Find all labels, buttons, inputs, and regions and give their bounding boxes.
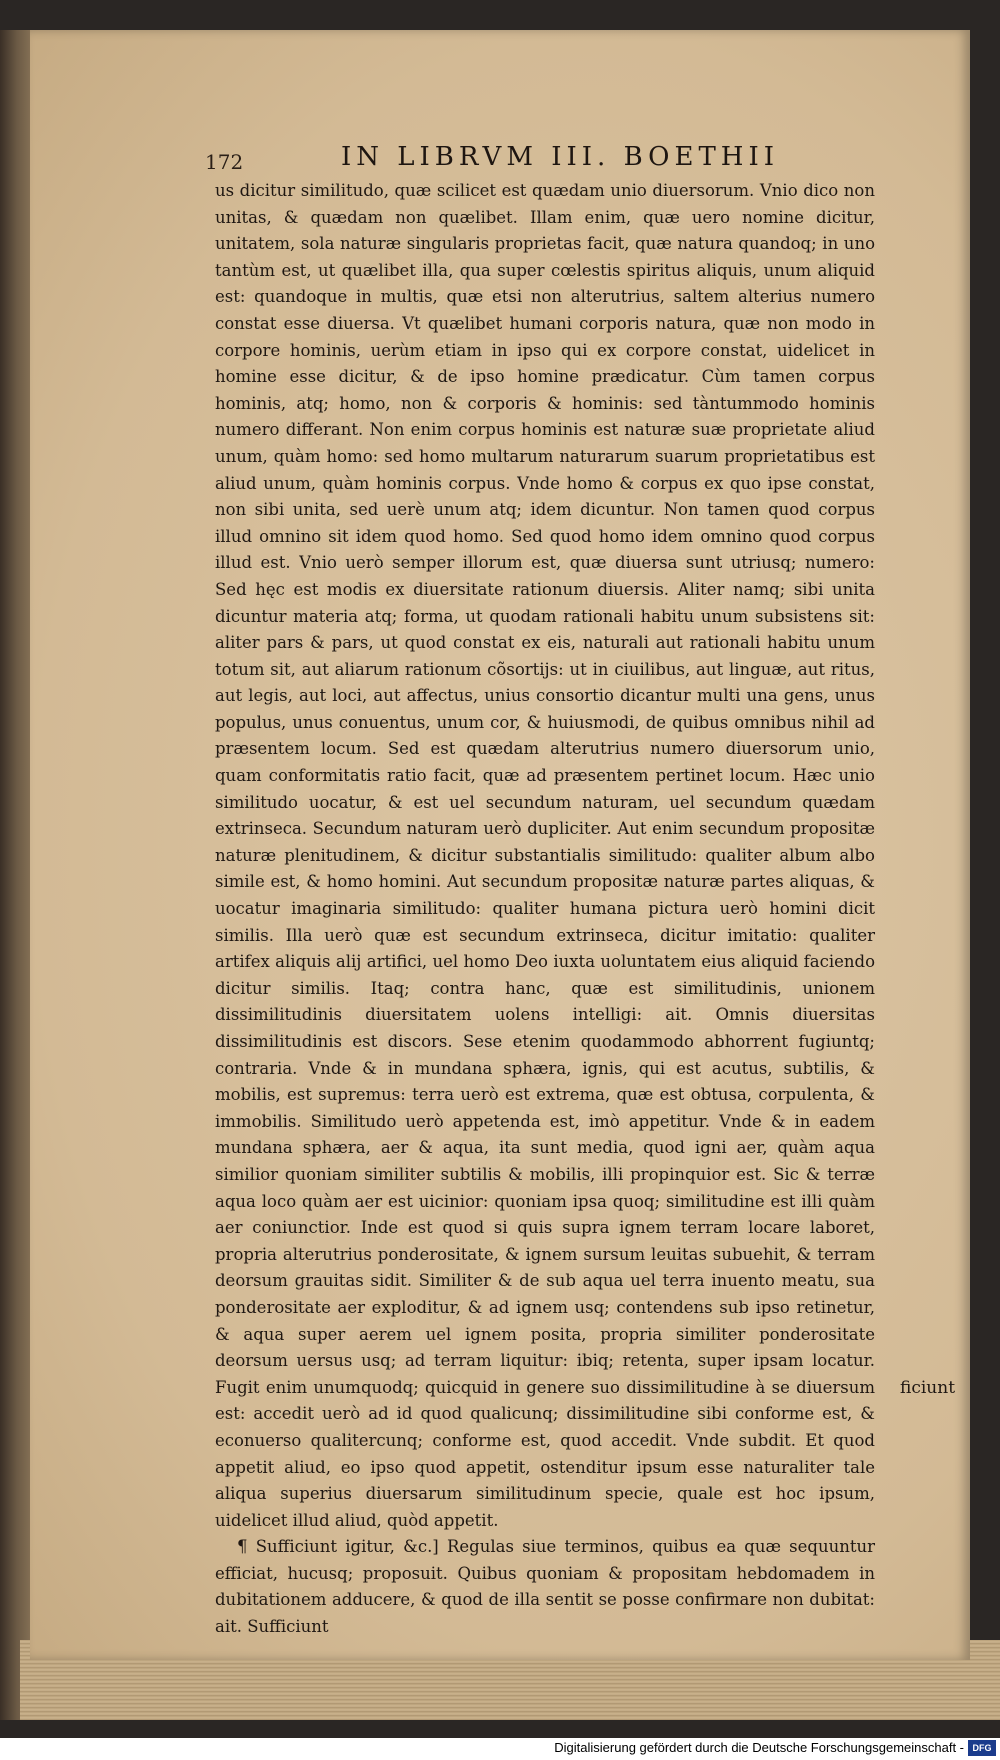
paragraph-2: ¶ Sufficiunt igitur, &c.] Regulas siue terminos, quibus ea quæ sequuntur efficiat, hucusq; proposuit. Quibus quoniam & propositam hebdomadem in dubitationem adducere, & quod de illa sentit se posse confirmare non dubitat: ait. Sufficiunt bbox=[215, 1537, 875, 1637]
catchword: ficiunt bbox=[900, 1378, 956, 1398]
paragraph-1: us dicitur similitudo, quæ scilicet est quædam unio diuersorum. Vnio dico non unitas, & quædam non quælibet. Illam enim, quæ uero nomine dicitur, unitatem, sola naturæ singularis proprietas facit, quæ natura quandoq; in uno tantùm est, ut quælibet illa, qua super cœlestis spiritus aliquis, unum aliquid est: quandoque in multis, quæ etsi non alterutrius, saltem alterius numero constat esse diuersa. Vt quælibet humani corporis natura, quæ non modo in corpore hominis, uerùm etiam in ipso qui ex corpore constat, uidelicet in homine esse dicitur, & de ipso homine prædicatur. Cùm tamen corpus hominis, atq; homo, non & corporis & hominis: sed tàntummodo hominis numero differant. Non enim corpus hominis est naturæ suæ proprietate aliud unum, quàm homo: sed homo multarum naturarum suarum proprietatibus est aliud unum, quàm hominis corpus. Vnde homo & corpus ex quo ipse constat, non sibi unita, sed uerè unum atq; idem dicuntur. Non tamen quod corpus illud omnino sit idem quod homo. Sed quod homo idem omnino quod corpus illud est. Vnio uerò semper illorum est, quæ diuersa sunt utriusq; numero: Sed hęc est modis ex diuersitate rationum diuersis. Aliter namq; sibi unita dicuntur materia atq; forma, ut quodam rationali habitu unum subsistens sit: aliter pars & pars, ut quod constat ex eis, naturali aut rationali habitu unum totum sit, aut aliarum rationum cõsortijs: ut in ciuilibus, aut linguæ, aut ritus, aut legis, aut loci, aut affectus, unius consortio dicantur multi una gens, unus populus, unus conuentus, unum cor, & huiusmodi, de quibus omnibus nihil ad præsentem locum. Sed est quædam alterutrius numero diuersorum unio, quam conformitatis ratio facit, quæ ad præsentem pertinet locum. Hæc unio similitudo uocatur, & est uel secundum naturam, uel secundum quædam extrinseca. Secundum naturam uerò dupliciter. Aut enim secundum propositæ naturæ plenitudinem, & dicitur substantialis similitudo: qualiter album albo simile est, & homo homini. Aut secundum propositæ naturæ partes aliquas, & uocatur imaginaria similitudo: qualiter humana pictura uerò homini dicit similis. Illa uerò quæ est secundum extrinseca, dicitur imitatio: qualiter artifex aliquis alij artifici, uel homo Deo iuxta uoluntatem eius aliquid faciendo dicitur similis. Itaq; contra hanc, quæ est similitudinis, unionem dissimilitudinis diuersitatem uolens intelligi: ait. Omnis diuersitas dissimilitudinis est discors. Sese etenim quodammodo abhorrent fugiuntq; contraria. Vnde & in mundana sphæra, ignis, qui est acutus, subtilis, & mobilis, est supremus: terra uerò est extrema, quæ est obtusa, corpulenta, & immobilis. Similitudo uerò appetenda est, imò appetitur. Vnde & in eadem mundana sphæra, aer & aqua, ita sunt media, quod igni aer, quàm aqua similior quoniam similiter subtilis & mobilis, illi propinquior est. Sic & terræ aqua loco quàm aer est uicinior: quoniam ipsa quoq; similitudine est illi quàm aer coniunctior. Inde est quod si quis supra ignem terram locare laboret, propria alterutrius ponderositate, & ignem sursum leuitas subuehit, & terram deorsum grauitas sidit. Similiter & de sub aqua uel terra inuento meatu, sua ponderositate aer exploditur, & ad ignem usq; contendens sub ipso retinetur, & aqua super aerem uel ignem posita, propria similiter ponderositate deorsum uersus usq; ad terram liquitur: ibiq; retenta, super ipsam locatur. Fugit enim unumquodq; quicquid in genere suo dissimilitudine à se diuersum est: accedit uerò ad id quod qualicunq; dissimilitudine sibi conforme est, & econuerso qualitercunq; conforme est, quod accedit. Vnde subdit. Et quod appetit aliud, eo ipso quod appetit, ostenditur ipsum esse naturaliter tale aliqua superius diuersarum similitudinum specie, quale est hoc ipsum, uidelicet illud aliud, quòd appetit. bbox=[215, 181, 875, 1530]
page-number: 172 bbox=[205, 150, 244, 174]
book-spine-edge bbox=[0, 30, 34, 1720]
running-head: IN LIBRVM III. BOETHII bbox=[340, 142, 780, 172]
dfg-logo-icon: DFG bbox=[968, 1740, 996, 1756]
funding-credit: Digitalisierung gefördert durch die Deutsche Forschungsgemeinschaft - bbox=[554, 1740, 964, 1755]
page-text bbox=[215, 178, 875, 1641]
footer-bar bbox=[0, 1738, 1000, 1760]
